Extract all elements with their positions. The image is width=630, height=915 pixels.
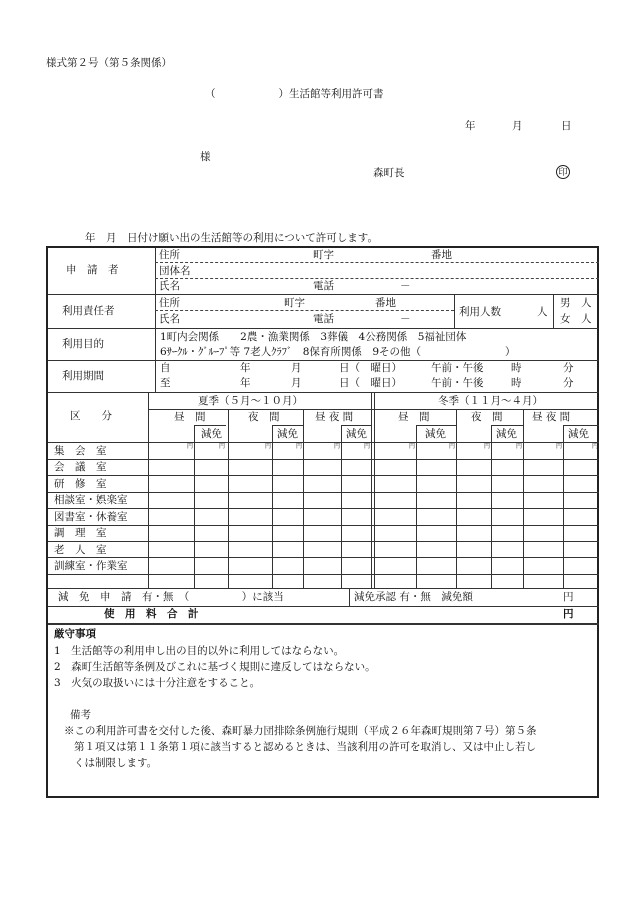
date-year: 年 bbox=[465, 120, 476, 132]
room-row-label: 会 議 室 bbox=[54, 461, 107, 473]
seal-icon: 印 bbox=[556, 165, 570, 179]
yen-unit: 円 bbox=[592, 443, 599, 450]
yen-unit: 円 bbox=[516, 443, 523, 450]
yen-unit: 円 bbox=[296, 443, 303, 450]
note-line: くは制限します。 bbox=[74, 757, 158, 769]
applicant-tel-dash: － bbox=[400, 280, 411, 292]
summer-day: 昼 間 bbox=[174, 411, 206, 423]
period-label: 利用期間 bbox=[62, 370, 104, 382]
room-row-label: 調 理 室 bbox=[54, 527, 107, 539]
period-to-day: 日（ 曜日） bbox=[339, 377, 402, 389]
page-title: （ ）生活館等利用許可書 bbox=[205, 88, 384, 100]
rule-item: 1 生活館等の利用申し出の目的以外に利用してはならない。 bbox=[54, 645, 345, 657]
reduction-yen: 円 bbox=[563, 591, 574, 603]
period-to-hour: 時 bbox=[511, 377, 522, 389]
yen-unit: 円 bbox=[449, 443, 456, 450]
period-from-month: 月 bbox=[291, 362, 302, 374]
responsible-label: 利用責任者 bbox=[62, 305, 115, 317]
responsible-tel-label: 電話 bbox=[313, 313, 334, 325]
applicant-address-label: 住所 bbox=[159, 249, 180, 261]
summer-night: 夜 間 bbox=[248, 411, 280, 423]
yen-unit: 円 bbox=[334, 443, 341, 450]
room-row-label: 老 人 室 bbox=[54, 544, 107, 556]
rule-item: 2 森町生活館等条例及びこれに基づく規則に違反してはならない。 bbox=[54, 661, 376, 673]
total-fee-yen: 円 bbox=[563, 608, 574, 620]
yen-unit: 円 bbox=[187, 443, 194, 450]
period-from-ampm: 午前・午後 bbox=[431, 362, 484, 374]
period-to-minute: 分 bbox=[563, 377, 574, 389]
users-count-unit: 人 bbox=[537, 306, 548, 318]
winter-daynight: 昼 夜 間 bbox=[532, 411, 571, 423]
applicant-tel-label: 電話 bbox=[313, 280, 334, 292]
responsible-address-label: 住所 bbox=[159, 297, 180, 309]
male-count-label: 男 人 bbox=[560, 297, 592, 309]
addressee-suffix: 様 bbox=[200, 151, 211, 163]
date-day: 日 bbox=[561, 120, 572, 132]
issuer: 森町長 bbox=[373, 167, 405, 179]
period-from-year: 年 bbox=[240, 362, 251, 374]
room-row-label: 研 修 室 bbox=[54, 478, 107, 490]
form-number: 様式第２号（第５条関係） bbox=[46, 57, 172, 69]
period-from: 自 bbox=[160, 362, 171, 374]
reduction-apply: 減 免 申 請 有・無 （ ）に該当 bbox=[58, 591, 284, 603]
responsible-town-label: 町字 bbox=[284, 297, 305, 309]
intro-text: 年 月 日付け願い出の生活館等の利用について許可します。 bbox=[85, 232, 378, 244]
purpose-options-line2: 6ｻｰｸﾙ・ｸﾞﾙｰﾌﾟ等 7老人ｸﾗﾌﾞ 8保育所関係 9その他（ ） bbox=[160, 346, 516, 358]
period-from-hour: 時 bbox=[511, 362, 522, 374]
summer-day-exempt: 減免 bbox=[201, 428, 222, 440]
responsible-banchi-label: 番地 bbox=[375, 297, 396, 309]
users-count-label: 利用人数 bbox=[459, 306, 501, 318]
winter-day: 昼 間 bbox=[398, 411, 430, 423]
note-line: ※この利用許可書を交付した後、森町暴力団排除条例施行規則（平成２６年森町規則第７号）第５条 bbox=[64, 725, 537, 737]
permit-form-table bbox=[46, 246, 599, 798]
period-from-day: 日（ 曜日） bbox=[339, 362, 402, 374]
applicant-town-label: 町字 bbox=[313, 249, 334, 261]
reduction-approve: 減免承認 有・無 減免額 bbox=[354, 591, 473, 603]
applicant-name-label: 氏名 bbox=[159, 280, 180, 292]
room-row-label: 相談室・娯楽室 bbox=[54, 494, 128, 506]
winter-header: 冬季（１１月～４月） bbox=[438, 395, 543, 407]
period-to: 至 bbox=[160, 377, 171, 389]
rule-item: 3 火気の取扱いには十分注意をすること。 bbox=[54, 677, 261, 689]
applicant-label: 申 請 者 bbox=[66, 264, 119, 276]
responsible-tel-dash: － bbox=[400, 313, 411, 325]
note-title: 備考 bbox=[70, 709, 91, 721]
period-to-ampm: 午前・午後 bbox=[431, 377, 484, 389]
winter-night: 夜 間 bbox=[471, 411, 503, 423]
yen-unit: 円 bbox=[556, 443, 563, 450]
winter-night-exempt: 減免 bbox=[496, 428, 517, 440]
division-label: 区 分 bbox=[70, 410, 112, 422]
period-to-year: 年 bbox=[240, 377, 251, 389]
purpose-label: 利用目的 bbox=[62, 338, 104, 350]
female-count-label: 女 人 bbox=[560, 313, 592, 325]
responsible-name-label: 氏名 bbox=[159, 313, 180, 325]
room-row-label: 図書室・休養室 bbox=[54, 511, 128, 523]
total-fee-label: 使 用 料 合 計 bbox=[104, 608, 199, 620]
room-row-label: 集 会 室 bbox=[54, 445, 107, 457]
yen-unit: 円 bbox=[265, 443, 272, 450]
yen-unit: 円 bbox=[219, 443, 226, 450]
period-from-minute: 分 bbox=[563, 362, 574, 374]
date-month: 月 bbox=[512, 120, 523, 132]
period-to-month: 月 bbox=[291, 377, 302, 389]
winter-daynight-exempt: 減免 bbox=[568, 428, 589, 440]
applicant-banchi-label: 番地 bbox=[431, 249, 452, 261]
applicant-group-label: 団体名 bbox=[159, 265, 191, 277]
yen-unit: 円 bbox=[409, 443, 416, 450]
yen-unit: 円 bbox=[364, 443, 371, 450]
purpose-options-line1: 1町内会関係 2農・漁業関係 3葬儀 4公務関係 5福祉団体 bbox=[160, 331, 467, 343]
rules-title: 厳守事項 bbox=[54, 628, 96, 640]
summer-daynight-exempt: 減免 bbox=[346, 428, 367, 440]
winter-day-exempt: 減免 bbox=[425, 428, 446, 440]
summer-header: 夏季（５月～１０月） bbox=[198, 395, 303, 407]
note-line: 第１項又は第１１条第１項に該当すると認めるときは、当該利用の許可を取消し、又は中止し若し bbox=[74, 741, 536, 753]
summer-daynight: 昼 夜 間 bbox=[315, 411, 354, 423]
summer-night-exempt: 減免 bbox=[277, 428, 298, 440]
yen-unit: 円 bbox=[484, 443, 491, 450]
room-row-label: 訓練室・作業室 bbox=[54, 560, 128, 572]
